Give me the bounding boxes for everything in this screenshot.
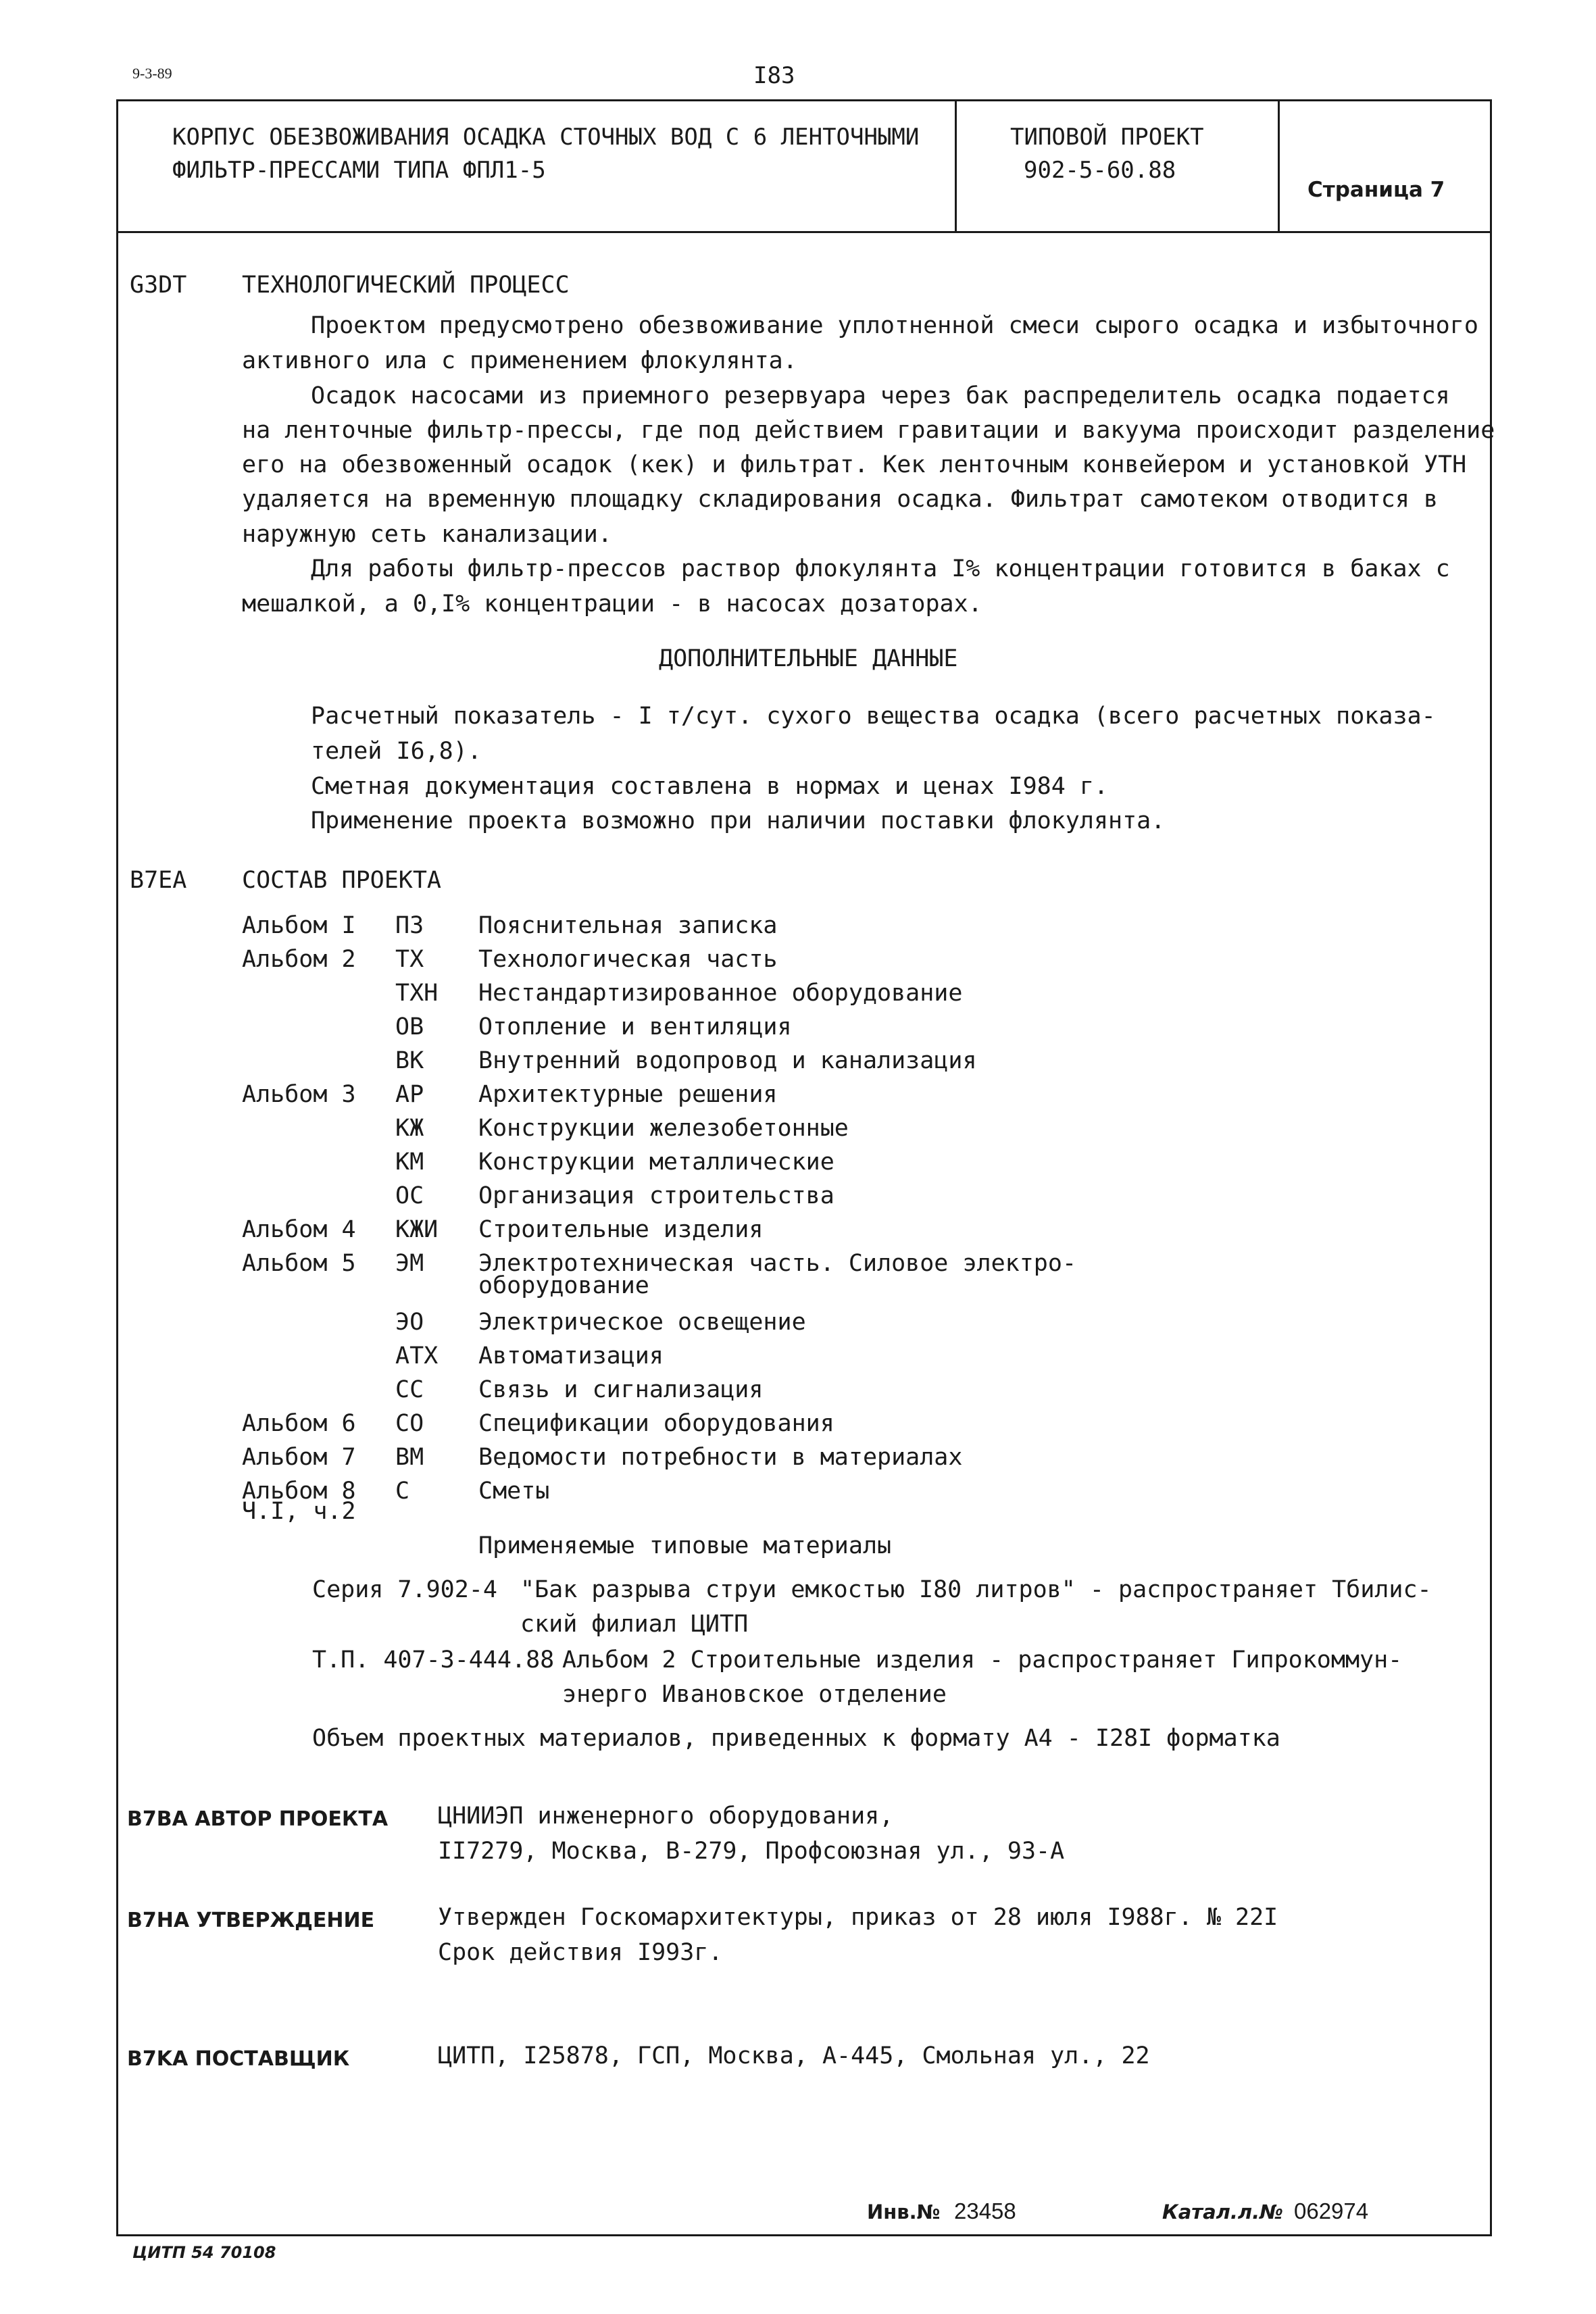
composition-code: B7EA bbox=[130, 867, 187, 894]
header-title-line2: ФИЛЬТР-ПРЕССАМИ ТИПА ФПЛ1-5 bbox=[172, 157, 546, 184]
album-label: Альбом 4 bbox=[242, 1216, 356, 1243]
author-line2: II7279, Москва, В-279, Профсоюзная ул., 93-А bbox=[438, 1838, 1065, 1865]
catalog-number: 062974 bbox=[1294, 2198, 1369, 2223]
text-line: его на обезвоженный осадок (кек) и фильтрат. Кек ленточным конвейером и установкой УТН bbox=[242, 451, 1467, 478]
album-label: Альбом 8 bbox=[242, 1478, 356, 1505]
page-number: I83 bbox=[753, 62, 795, 89]
section-name: Пояснительная записка bbox=[478, 912, 778, 939]
section-code: ОС bbox=[395, 1182, 424, 1209]
album-label-continued: Ч.I, ч.2 bbox=[242, 1498, 356, 1525]
text-line: Проектом предусмотрено обезвоживание уплотненной смеси сырого осадка и избыточного bbox=[311, 312, 1478, 339]
supplier-line1: ЦИТП, I25878, ГСП, Москва, А-445, Смольная ул., 22 bbox=[438, 2042, 1150, 2069]
section-name: Технологическая часть bbox=[478, 946, 778, 973]
catalog-label: Катал.л.№ bbox=[1162, 2200, 1284, 2223]
section-code: КМ bbox=[395, 1149, 424, 1176]
album-label: Альбом 3 bbox=[242, 1081, 356, 1108]
section-name: Отопление и вентиляция bbox=[478, 1013, 792, 1040]
document-date: 9-3-89 bbox=[132, 65, 172, 82]
approval-line1: Утвержден Госкомархитектуры, приказ от 28 июля I988г. № 22I bbox=[438, 1904, 1278, 1931]
approval-line2: Срок действия I993г. bbox=[438, 1939, 723, 1966]
composition-title: СОСТАВ ПРОЕКТА bbox=[242, 867, 442, 894]
section-name: Связь и сигнализация bbox=[478, 1376, 764, 1403]
text-line: Применение проекта возможно при наличии поставки флокулянта. bbox=[311, 807, 1166, 834]
supplier-code-label: B7KA ПОСТАВЩИК bbox=[127, 2047, 350, 2071]
section-name: Сметы bbox=[478, 1478, 550, 1505]
text-line: активного ила с применением флокулянта. bbox=[242, 347, 797, 374]
text-line: Осадок насосами из приемного резервуара через бак распределитель осадка подается bbox=[311, 382, 1450, 409]
album-label: Альбом 6 bbox=[242, 1410, 356, 1437]
section-code: ТХ bbox=[395, 946, 424, 973]
section-code: КЖ bbox=[395, 1115, 424, 1142]
section-code: ОВ bbox=[395, 1013, 424, 1040]
section-code: АТХ bbox=[395, 1342, 439, 1369]
album-label: Альбом 2 bbox=[242, 946, 356, 973]
text-line: Для работы фильтр-прессов раствор флокулянта I% концентрации готовится в баках с bbox=[311, 555, 1450, 582]
section-name: Электрическое освещение bbox=[478, 1309, 806, 1336]
tp-label: Т.П. 407-3-444.88 bbox=[312, 1646, 555, 1674]
inventory-label: Инв.№ bbox=[867, 2200, 941, 2223]
project-number: 902-5-60.88 bbox=[1024, 157, 1176, 184]
section-code: АР bbox=[395, 1081, 424, 1108]
section-code: ЭМ bbox=[395, 1250, 424, 1277]
author-code-label: B7BA АВТОР ПРОЕКТА bbox=[127, 1807, 389, 1831]
section-name: Архитектурные решения bbox=[478, 1081, 778, 1108]
section-code: СО bbox=[395, 1410, 424, 1437]
inventory-number: 23458 bbox=[954, 2198, 1016, 2223]
section-name: Ведомости потребности в материалах bbox=[478, 1444, 963, 1471]
text-line: наружную сеть канализации. bbox=[242, 521, 612, 548]
text-line: на ленточные фильтр-прессы, где под действием гравитации и вакуума происходит разделение bbox=[242, 417, 1495, 444]
section-name-continued: оборудование bbox=[478, 1272, 649, 1299]
tp-text-continued: энерго Ивановское отделение bbox=[562, 1681, 947, 1708]
section-code: ВК bbox=[395, 1047, 424, 1074]
section-code: КЖИ bbox=[395, 1216, 439, 1243]
text-line: телей I6,8). bbox=[311, 738, 482, 765]
section-name: Конструкции металлические bbox=[478, 1149, 834, 1176]
process-title: ТЕХНОЛОГИЧЕСКИЙ ПРОЦЕСС bbox=[242, 272, 570, 299]
album-label: Альбом 7 bbox=[242, 1444, 356, 1471]
album-label: Альбом I bbox=[242, 912, 356, 939]
text-line: Расчетный показатель - I т/сут. сухого вещества осадка (всего расчетных показа- bbox=[311, 703, 1436, 730]
page-label: Страница 7 bbox=[1307, 178, 1445, 202]
section-code: ТХН bbox=[395, 980, 439, 1007]
section-code: ВМ bbox=[395, 1444, 424, 1471]
section-name: Спецификации оборудования bbox=[478, 1410, 834, 1437]
text-line: удаляется на временную площадку складирования осадка. Фильтрат самотеком отводится в bbox=[242, 486, 1439, 513]
section-code: С bbox=[395, 1478, 410, 1505]
additional-title: ДОПОЛНИТЕЛЬНЫЕ ДАННЫЕ bbox=[659, 645, 958, 672]
section-name: Организация строительства bbox=[478, 1182, 834, 1209]
album-label: Альбом 5 bbox=[242, 1250, 356, 1277]
author-line1: ЦНИИЭП инженерного оборудования, bbox=[438, 1803, 894, 1830]
section-code: ПЗ bbox=[395, 912, 424, 939]
text-line: мешалкой, а 0,I% концентрации - в насосах дозаторах. bbox=[242, 590, 982, 618]
print-code: ЦИТП 54 70108 bbox=[132, 2243, 276, 2262]
tp-text: Альбом 2 Строительные изделия - распространяет Гипрокоммун- bbox=[562, 1646, 1403, 1674]
section-code: ЭО bbox=[395, 1309, 424, 1336]
text-line: Сметная документация составлена в нормах и ценах I984 г. bbox=[311, 773, 1109, 800]
section-name: Автоматизация bbox=[478, 1342, 664, 1369]
series-text: "Бак разрыва струи емкостью I80 литров" - распространяет Тбилис- bbox=[520, 1576, 1432, 1603]
section-name: Нестандартизированное оборудование bbox=[478, 980, 963, 1007]
section-name: Строительные изделия bbox=[478, 1216, 764, 1243]
volume-text: Объем проектных материалов, приведенных к формату А4 - I28I форматка bbox=[312, 1725, 1280, 1752]
materials-title: Применяемые типовые материалы bbox=[478, 1532, 892, 1559]
section-name: Электротехническая часть. Силовое электро- bbox=[478, 1250, 1077, 1277]
section-name: Конструкции железобетонные bbox=[478, 1115, 849, 1142]
process-code: G3DT bbox=[130, 272, 187, 299]
project-label: ТИПОВОЙ ПРОЕКТ bbox=[1010, 124, 1204, 151]
approval-code-label: B7HA УТВЕРЖДЕНИЕ bbox=[127, 1909, 375, 1932]
series-text-continued: ский филиал ЦИТП bbox=[520, 1611, 749, 1638]
series-label: Серия 7.902-4 bbox=[312, 1576, 497, 1603]
section-code: СС bbox=[395, 1376, 424, 1403]
header-title-line1: КОРПУС ОБЕЗВОЖИВАНИЯ ОСАДКА СТОЧНЫХ ВОД С 6 ЛЕНТОЧНЫМИ bbox=[172, 124, 920, 151]
section-name: Внутренний водопровод и канализация bbox=[478, 1047, 977, 1074]
